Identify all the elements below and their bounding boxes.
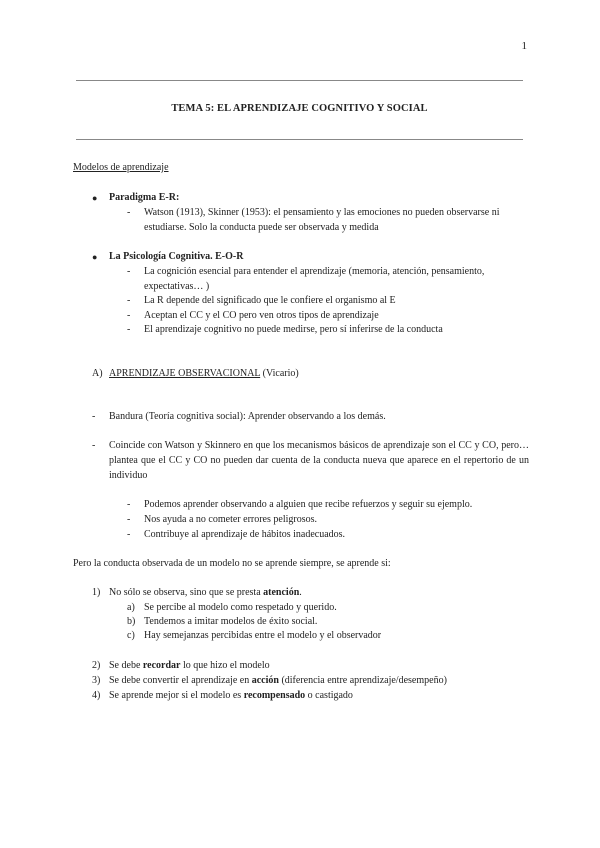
condition-keyword: atención bbox=[263, 587, 300, 598]
document-title: TEMA 5: EL APRENDIZAJE COGNITIVO Y SOCIAL bbox=[171, 103, 428, 114]
section-heading: Modelos de aprendizaje bbox=[73, 162, 169, 173]
condition-keyword: recompensado bbox=[243, 690, 306, 701]
condition-number: 4) bbox=[92, 690, 101, 701]
dash-marker: - bbox=[127, 324, 131, 335]
condition-text-part: o castigado bbox=[305, 690, 353, 701]
condition-keyword: acción bbox=[251, 675, 279, 686]
condition-keyword: recordar bbox=[142, 660, 181, 671]
sub-letter: b) bbox=[127, 616, 136, 627]
list-item: Bandura (Teoría cognitiva social): Aprender observando a los demás. bbox=[109, 411, 386, 422]
condition-text bbox=[109, 688, 519, 703]
sub-letter: c) bbox=[127, 630, 135, 641]
paradigm-label: Paradigma E-R: bbox=[109, 192, 180, 203]
condition-text bbox=[109, 585, 519, 600]
dash-marker: - bbox=[127, 295, 131, 306]
sub-item: Hay semejanzas percibidas entre el modelo y el observador bbox=[144, 630, 382, 641]
dash-marker: - bbox=[127, 266, 131, 277]
dash-marker: - bbox=[127, 207, 131, 218]
dash-marker: - bbox=[92, 411, 96, 422]
dash-marker: - bbox=[127, 514, 131, 525]
condition-text-part: . bbox=[299, 587, 302, 598]
nested-item: Contribuye al aprendizaje de hábitos inadecuados. bbox=[144, 529, 346, 540]
page-number: 1 bbox=[521, 40, 527, 52]
paradigm-item: Watson (1913), Skinner (1953): el pensamiento y las emociones no pueden observarse ni estudiarse. Solo la conducta puede ser observada y medida bbox=[144, 207, 500, 233]
condition-text-part: (diferencia entre aprendizaje/desempeño) bbox=[278, 675, 447, 686]
sub-item: Tendemos a imitar modelos de éxito social. bbox=[144, 616, 318, 627]
sub-item: Se percibe al modelo como respetado y querido. bbox=[144, 602, 337, 613]
condition-text bbox=[109, 658, 519, 673]
dash-marker: - bbox=[92, 440, 96, 451]
title-bottom-rule bbox=[76, 139, 523, 140]
intro-sentence: Pero la conducta observada de un modelo no se aprende siempre, se aprende si: bbox=[73, 558, 391, 569]
paradigm-item: La cognición esencial para entender el aprendizaje (memoria, atención, pensamiento, expectativas… ) bbox=[144, 266, 485, 292]
bullet-icon: ● bbox=[92, 193, 98, 203]
nested-item: Nos ayuda a no cometer errores peligrosos. bbox=[144, 514, 317, 525]
subsection-suffix: (Vicario) bbox=[260, 368, 299, 379]
subsection-heading bbox=[92, 366, 299, 381]
condition-number: 3) bbox=[92, 675, 101, 686]
nested-item: Podemos aprender observando a alguien que recibe refuerzos y seguir su ejemplo. bbox=[144, 499, 473, 510]
paradigm-label: La Psicología Cognitiva. E-O-R bbox=[109, 251, 244, 262]
top-rule bbox=[76, 80, 523, 81]
dash-marker: - bbox=[127, 310, 131, 321]
sub-letter: a) bbox=[127, 602, 135, 613]
subsection-title: APRENDIZAJE OBSERVACIONAL bbox=[109, 368, 261, 379]
dash-marker: - bbox=[127, 529, 131, 540]
paradigm-item: Aceptan el CC y el CO pero ven otros tipos de aprendizaje bbox=[144, 310, 379, 321]
condition-text-part: lo que hizo el modelo bbox=[180, 660, 270, 671]
paradigm-item: El aprendizaje cognitivo no puede medirse, pero sí inferirse de la conducta bbox=[144, 324, 443, 335]
dash-marker: - bbox=[127, 499, 131, 510]
condition-text bbox=[109, 673, 519, 688]
condition-text-part: Se debe bbox=[109, 660, 143, 671]
condition-number: 2) bbox=[92, 660, 101, 671]
list-item: Coincide con Watson y Skinnero en que los mecanismos básicos de aprendizaje son el CC y CO, pero… plantea que el CC y CO no pueden dar cuenta de la conducta nueva que aparece en el repertorio de un individuo bbox=[109, 440, 529, 481]
bullet-icon: ● bbox=[92, 252, 98, 262]
condition-text-part: Se aprende mejor si el modelo es bbox=[109, 690, 244, 701]
subsection-letter: A) bbox=[92, 368, 103, 379]
condition-number: 1) bbox=[92, 587, 101, 598]
condition-text-part: No sólo se observa, sino que se presta bbox=[109, 587, 264, 598]
condition-text-part: Se debe convertir el aprendizaje en bbox=[109, 675, 252, 686]
paradigm-item: La R depende del significado que le confiere el organismo al E bbox=[144, 295, 396, 306]
